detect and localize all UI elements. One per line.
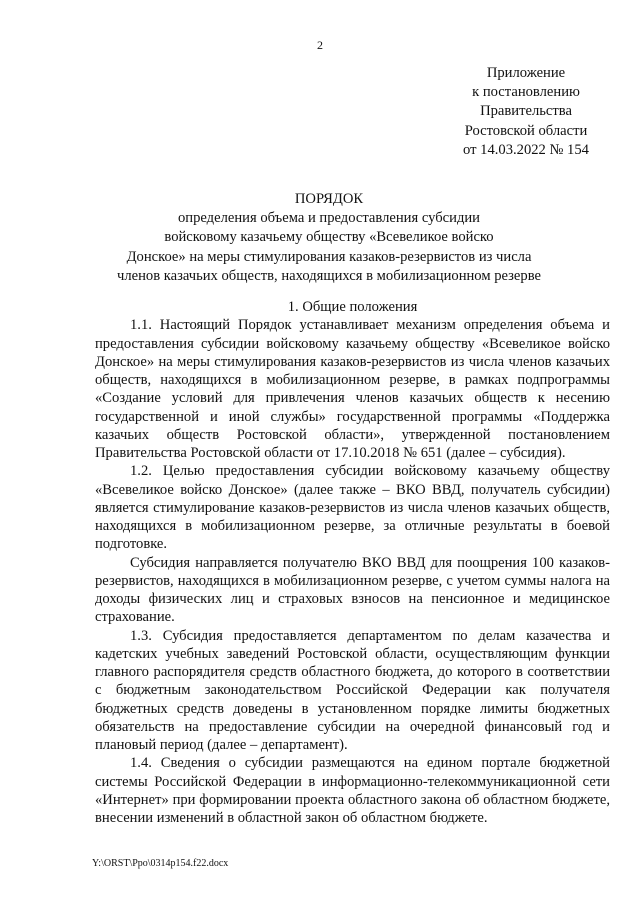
title-heading: ПОРЯДОК xyxy=(294,191,364,207)
paragraph: 1.3. Субсидия предоставляется департаментом по делам казачества и кадетских учебных заведений Ростовской области, осуществляющим функции главного распорядителя средств областного бюджета, до которого в соответствии с бюджетным законодательством Российской Федерации как получателя бюджетных средств доведены в установленном порядке лимиты бюджетных обязательств на предоставление субсидии на очередной финансовый год и плановый период (далее – департамент). xyxy=(95,627,610,753)
appendix-line: от 14.03.2022 № 154 xyxy=(463,141,589,158)
page-number: 2 xyxy=(317,38,323,52)
paragraph: 1.1. Настоящий Порядок устанавливает механизм определения объема и предоставления субсидии войсковому казачьему обществу «Всевеликое войско Донское» на меры стимулирования казаков-резервистов из числа членов казачьих обществ, находящихся в мобилизационном резерве, в рамках подпрограммы «Создание условий для привлечения членов казачьих обществ к несению государственной и иной службы» государственной программы «Поддержка казачьих обществ Ростовской области», утвержденной постановлением Правительства Ростовской области от 17.10.2018 № 651 (далее – субсидия). xyxy=(95,317,610,461)
title-line: войсковому казачьему обществу «Всевеликое войско xyxy=(164,229,494,246)
appendix-line: к постановлению xyxy=(472,84,580,101)
appendix-line: Правительства xyxy=(480,103,572,120)
footer-file-path: Y:\ORST\Ppo\0314p154.f22.docx xyxy=(92,858,229,869)
paragraph: Субсидия направляется получателю ВКО ВВД для поощрения 100 казаков-резервистов, находящихся в мобилизационном резерве, с учетом суммы налога на доходы физических лиц и страховых взносов на пенсионное и медицинское страхование. xyxy=(95,554,610,626)
section-title: 1. Общие положения xyxy=(287,299,418,315)
appendix-line: Приложение xyxy=(486,65,566,81)
title-line: членов казачьих обществ, находящихся в мобилизационном резерве xyxy=(116,267,541,284)
paragraph: 1.2. Целью предоставления субсидии войсковому казачьему обществу «Всевеликое войско Донское» (далее также – ВКО ВВД, получатель субсидии) является стимулирование казаков-резервистов из числа членов казачьих обществ, находящихся в мобилизационном резерве, за отличные результаты в боевой подготовке. xyxy=(95,463,610,553)
paragraph: 1.4. Сведения о субсидии размещаются на едином портале бюджетной системы Российской Федерации в информационно-телекоммуникационной сети «Интернет» при формировании проекта областного закона об областном бюджете, внесении изменений в областной закон об областном бюджете. xyxy=(95,755,610,826)
document-title xyxy=(80,190,578,286)
appendix-line: Ростовской области xyxy=(464,122,588,139)
document-body xyxy=(95,298,610,827)
title-line: определения объема и предоставления субсидии xyxy=(177,210,480,227)
title-line: Донское» на меры стимулирования казаков-резервистов из числа xyxy=(126,248,532,265)
appendix-block xyxy=(446,64,606,160)
